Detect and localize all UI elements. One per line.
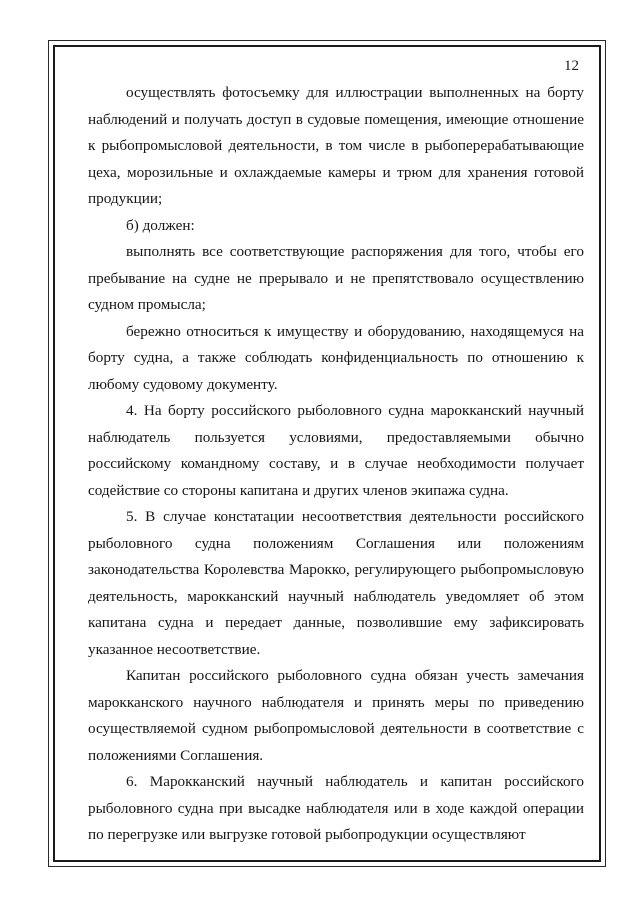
paragraph: осуществлять фотосъемку для иллюстрации выполненных на борту наблюдений и получать доступ в судовые помещения, имеющие отношение к рыбопромысловой деятельности, в том числе в рыбоперерабатывающие цеха, морозильные и охлаждаемые камеры и трюм для хранения готовой продукции; <box>88 84 584 207</box>
paragraph: б) должен: <box>126 216 195 234</box>
paragraph: бережно относиться к имуществу и оборудованию, находящемуся на борту судна, а также соблюдать конфиденциальность по отношению к любому судовому документу. <box>88 322 584 393</box>
page-number: 12 <box>564 58 579 74</box>
paragraph: 5. В случае констатации несоответствия деятельности российского рыболовного судна положениям Соглашения или положениям законодательства Королевства Марокко, регулирующего рыбопромысловую деятельность, марокканский научный наблюдатель уведомляет об этом капитана судна и передает данные, позволившие ему зафиксировать указанное несоответствие. <box>88 508 584 658</box>
paragraph: Капитан российского рыболовного судна обязан учесть замечания марокканского научного наблюдателя и принять меры по приведению осуществляемой судном рыбопромысловой деятельности в соответствие с положениями Соглашения. <box>88 667 584 764</box>
paragraph: 6. Марокканский научный наблюдатель и капитан российского рыболовного судна при высадке наблюдателя или в ходе каждой операции по перегрузке или выгрузке готовой рыбопродукции осуществляют <box>88 773 584 843</box>
paragraph: 4. На борту российского рыболовного судна марокканский научный наблюдатель пользуется условиями, предоставляемыми обычно российскому командному составу, и в случае необходимости получает содействие со стороны капитана и других членов экипажа судна. <box>88 402 584 499</box>
document-body <box>88 80 584 849</box>
paragraph: выполнять все соответствующие распоряжения для того, чтобы его пребывание на судне не прерывало и не препятствовало осуществлению судном промысла; <box>88 243 584 313</box>
